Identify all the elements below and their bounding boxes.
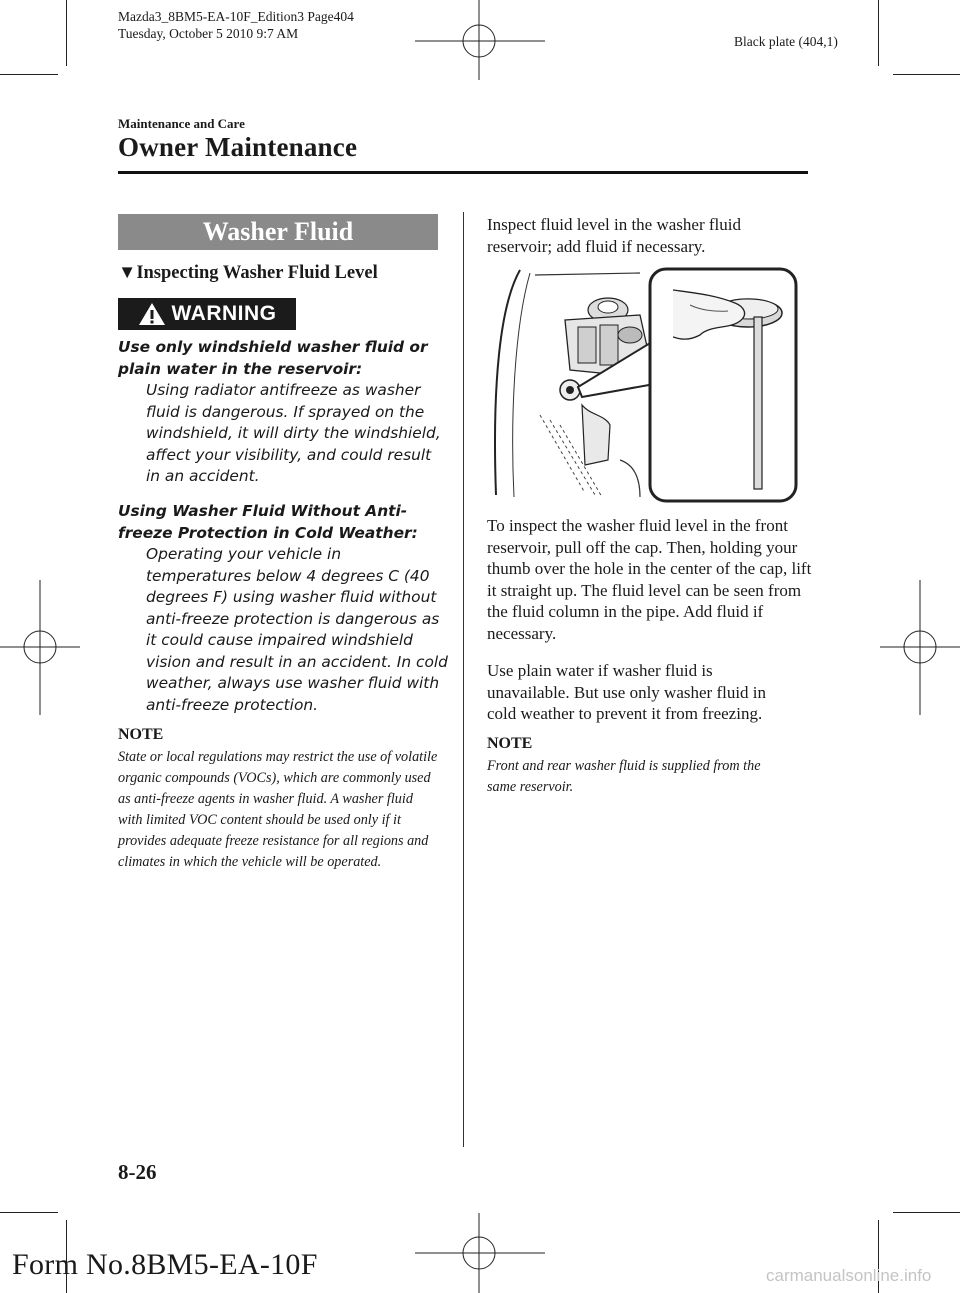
column-divider [463,212,464,1147]
plain-water-paragraph: Use plain water if washer fluid is unavailable. But use only washer fluid in cold weather to prevent it from freezing. [487,661,767,723]
warning-block-1 [118,337,448,488]
note-title: NOTE [487,735,533,752]
crop-mark [0,1212,58,1213]
page-number: 8-26 [118,1160,157,1184]
subsection-heading [118,263,378,284]
header-rule [118,171,808,174]
note-text: State or local regulations may restrict the use of volatile organic compounds (VOCs), which are commonly used as anti-freeze agents in washer fluid. A washer fluid with limited VOC content should be used only if it provides adequate freeze resistance for all regions and climates in which the vehicle will be operated. [118,749,438,870]
warning-lead: Use only windshield washer fluid or plain water in the reservoir: [118,338,428,378]
warning-block-2 [118,501,448,716]
warning-triangle-icon [138,302,166,326]
subsection-heading-text: Inspecting Washer Fluid Level [136,263,378,283]
crop-mark [66,0,67,66]
form-number: Form No.8BM5-EA-10F [12,1248,318,1281]
page-title: Owner Maintenance [118,132,358,162]
warning-label: WARNING [171,302,277,325]
registration-mark-top [415,0,545,80]
plate-label: Black plate (404,1) [734,34,838,49]
crop-mark [878,0,879,66]
print-info-line1: Mazda3_8BM5-EA-10F_Edition3 Page404 [118,9,354,24]
section-label: Maintenance and Care [118,116,245,131]
triangle-marker-icon: ▼ [118,263,137,283]
washer-reservoir-illustration [490,265,800,505]
section-banner: Washer Fluid [118,214,438,250]
registration-mark-left [0,580,80,715]
print-info-line2: Tuesday, October 5 2010 9:7 AM [118,26,299,41]
crop-mark [893,1212,960,1213]
intro-paragraph: Inspect fluid level in the washer fluid reservoir; add fluid if necessary. [487,215,741,256]
inspection-paragraph: To inspect the washer fluid level in the front reservoir, pull off the cap. Then, holding your thumb over the hole in the center of the cap, lift it straight up. The fluid level can be seen from the fluid column in the pipe. Add fluid if necessary. [487,516,812,643]
registration-mark-bottom [415,1213,545,1293]
warning-lead: Using Washer Fluid Without Anti-freeze Protection in Cold Weather: [118,502,418,542]
watermark: carmanualsonline.info [766,1266,932,1285]
crop-mark [893,74,960,75]
note-title: NOTE [118,726,164,743]
warning-badge [118,298,296,330]
note-text: Front and rear washer fluid is supplied from the same reservoir. [487,758,761,795]
warning-body: Using radiator antifreeze as washer fluid is dangerous. If sprayed on the windshield, it will dirty the windshield, affect your visibility, and could result in an accident. [146,381,441,485]
warning-body: Operating your vehicle in temperatures below 4 degrees C (40 degrees F) using washer fluid without anti-freeze protection is dangerous as it could cause impaired windshield vision and result in an accident. In cold weather, always use washer fluid with anti-freeze protection. [146,545,448,714]
crop-mark [0,74,58,75]
registration-mark-right [880,580,960,715]
